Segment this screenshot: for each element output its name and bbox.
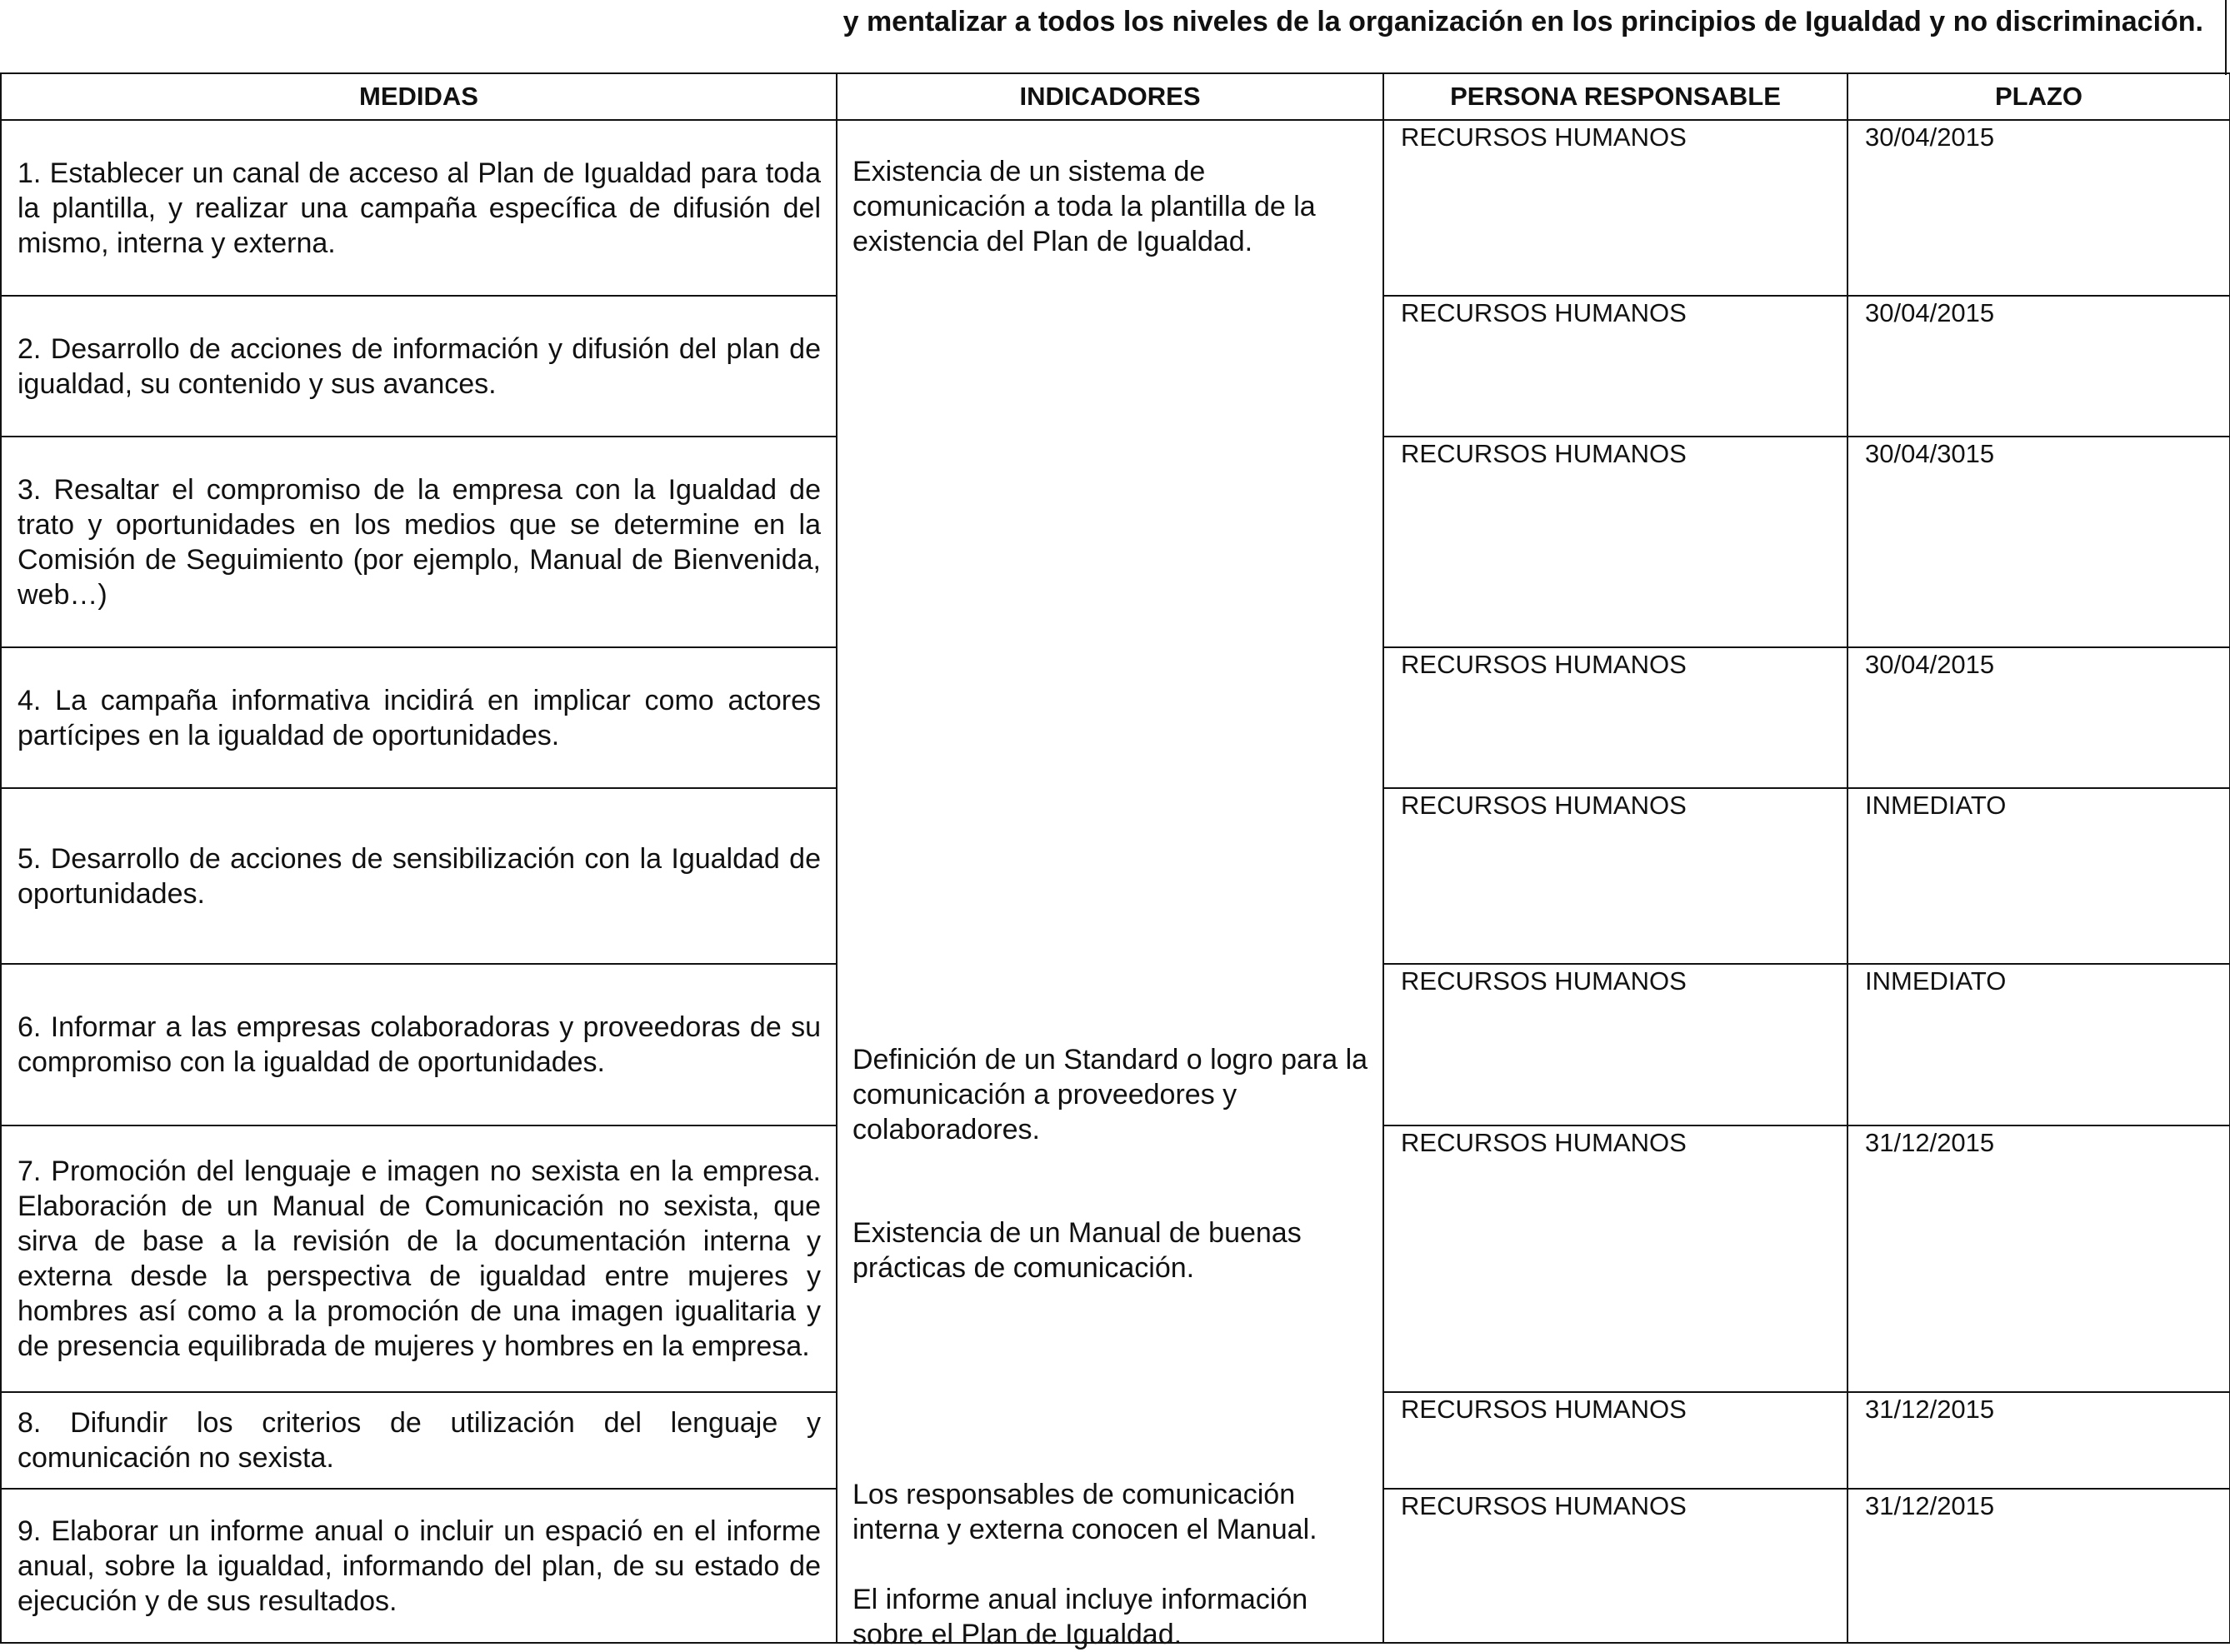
deadline-cell: 30/04/3015	[1848, 437, 2230, 647]
responsible-cell: RECURSOS HUMANOS	[1383, 1392, 1848, 1489]
section-heading: y mentalizar a todos los niveles de la organización en los principios de Igualdad y no discriminación.	[842, 6, 2203, 37]
measure-cell: 3. Resaltar el compromiso de la empresa con la Igualdad de trato y oportunidades en los medios que se determine en la Comisión de Seguimiento (por ejemplo, Manual de Bienvenida, web…)	[1, 437, 837, 647]
responsible-cell: RECURSOS HUMANOS	[1383, 1489, 1848, 1643]
column-header-plazo: PLAZO	[1848, 73, 2230, 120]
table-row	[1, 120, 2230, 296]
measure-cell: 9. Elaborar un informe anual o incluir un espació en el informe anual, sobre la igualdad, informando del plan, de su estado de ejecución y de sus resultados.	[1, 1489, 837, 1643]
indicator-block	[852, 154, 1371, 259]
measure-cell: 7. Promoción del lenguaje e imagen no sexista en la empresa. Elaboración de un Manual de Comunicación no sexista, que sirva de base a la revisión de la documentación interna y externa desde la perspectiva de igualdad entre mujeres y hombres así como a la promoción de una imagen igualitaria y de presencia equilibrada de mujeres y hombres en la empresa.	[1, 1125, 837, 1392]
right-border-rule	[2225, 0, 2227, 75]
indicator-text: El informe anual incluye información sobre el Plan de Igualdad.	[852, 1584, 1308, 1650]
measure-cell: 1. Establecer un canal de acceso al Plan de Igualdad para toda la plantilla, y realizar una campaña específica de difusión del mismo, interna y externa.	[1, 120, 837, 296]
measure-cell: 6. Informar a las empresas colaboradoras y proveedoras de su compromiso con la igualdad de oportunidades.	[1, 964, 837, 1125]
responsible-cell: RECURSOS HUMANOS	[1383, 788, 1848, 964]
measure-cell: 5. Desarrollo de acciones de sensibilización con la Igualdad de oportunidades.	[1, 788, 837, 964]
responsible-cell: RECURSOS HUMANOS	[1383, 964, 1848, 1125]
table-header-row	[1, 73, 2230, 120]
deadline-cell: INMEDIATO	[1848, 788, 2230, 964]
indicator-text: Los responsables de comunicación interna y externa conocen el Manual.	[852, 1479, 1318, 1545]
measure-cell: 8. Difundir los criterios de utilización del lenguaje y comunicación no sexista.	[1, 1392, 837, 1489]
responsible-cell: RECURSOS HUMANOS	[1383, 437, 1848, 647]
column-header-indicadores: INDICADORES	[837, 73, 1383, 120]
column-header-medidas: MEDIDAS	[1, 73, 837, 120]
deadline-cell: INMEDIATO	[1848, 964, 2230, 1125]
responsible-cell: RECURSOS HUMANOS	[1383, 120, 1848, 296]
responsible-cell: RECURSOS HUMANOS	[1383, 1125, 1848, 1392]
responsible-cell: RECURSOS HUMANOS	[1383, 647, 1848, 788]
indicator-text: Definición de un Standard o logro para la comunicación a proveedores y colaboradores.	[852, 1044, 1368, 1145]
indicator-text: Existencia de un Manual de buenas prácticas de comunicación.	[852, 1217, 1302, 1284]
indicator-text: Existencia de un sistema de comunicación a toda la plantilla de la existencia del Plan de Igualdad.	[852, 156, 1316, 257]
indicators-cell	[837, 120, 1383, 1650]
deadline-cell: 31/12/2015	[1848, 1125, 2230, 1392]
deadline-cell: 30/04/2015	[1848, 647, 2230, 788]
responsible-cell: RECURSOS HUMANOS	[1383, 296, 1848, 437]
measure-cell: 2. Desarrollo de acciones de información y difusión del plan de igualdad, su contenido y sus avances.	[1, 296, 837, 437]
deadline-cell: 30/04/2015	[1848, 296, 2230, 437]
measure-cell: 4. La campaña informativa incidirá en implicar como actores partícipes en la igualdad de oportunidades.	[1, 647, 837, 788]
indicator-block	[852, 1042, 1371, 1147]
indicator-block	[852, 1215, 1371, 1285]
deadline-cell: 30/04/2015	[1848, 120, 2230, 296]
indicator-block	[852, 1477, 1371, 1652]
measures-table	[0, 72, 2230, 1650]
deadline-cell: 31/12/2015	[1848, 1489, 2230, 1643]
deadline-cell: 31/12/2015	[1848, 1392, 2230, 1489]
column-header-responsable: PERSONA RESPONSABLE	[1383, 73, 1848, 120]
